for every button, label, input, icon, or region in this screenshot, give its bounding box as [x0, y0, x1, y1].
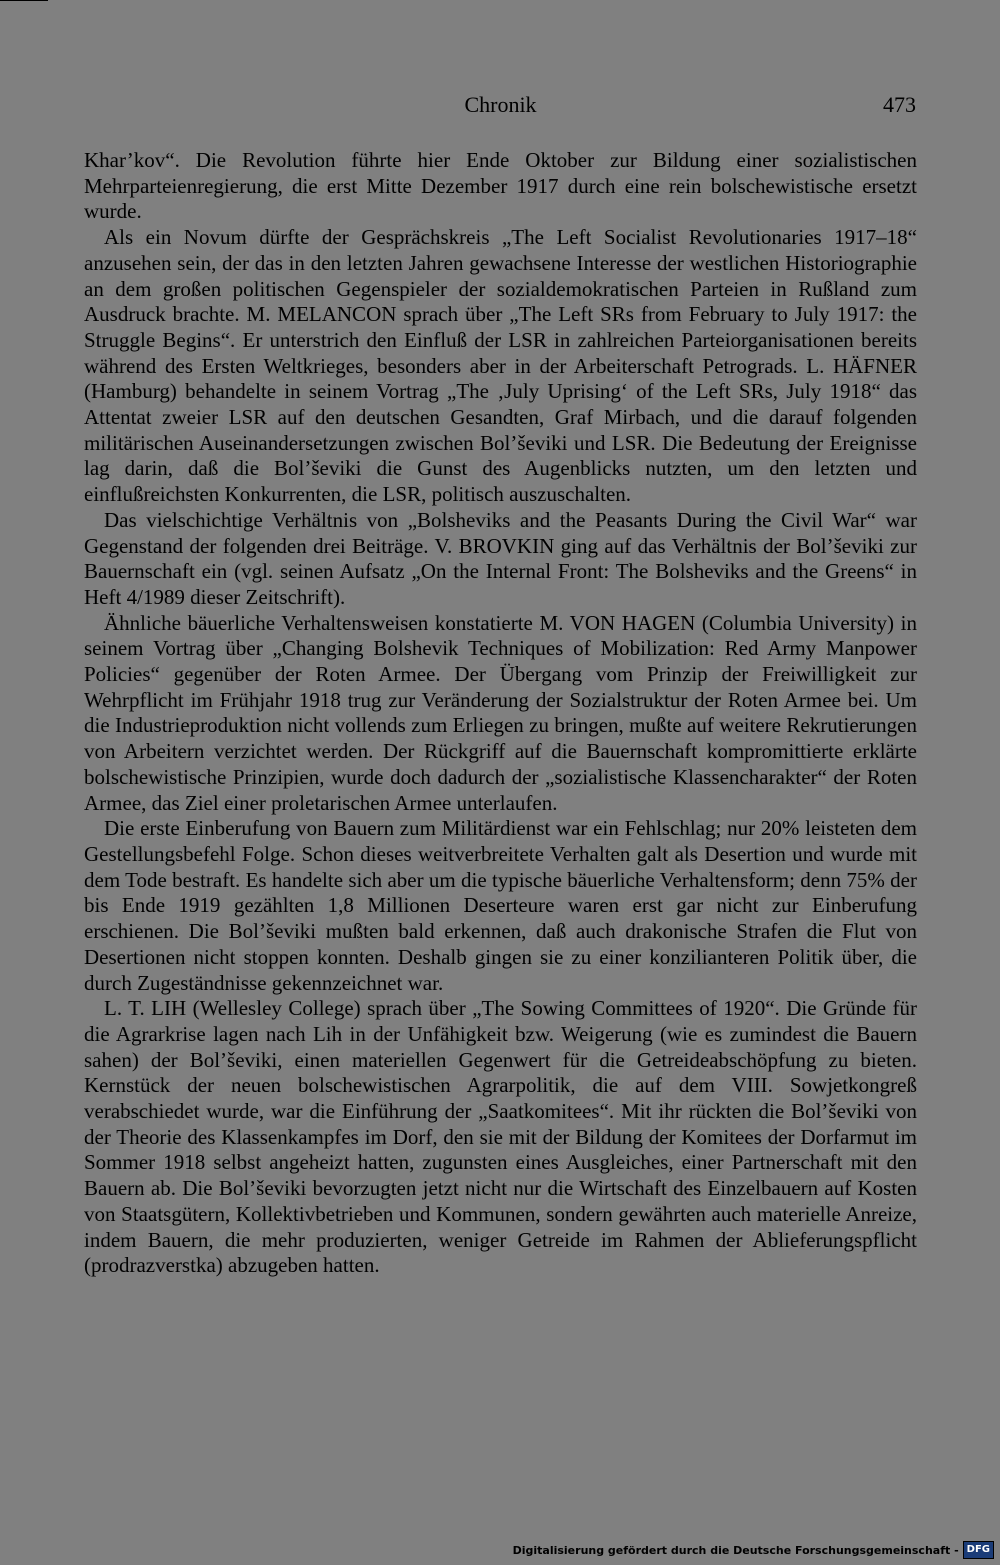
- running-title: Chronik: [464, 92, 537, 117]
- paragraph: Ähnliche bäuerliche Verhaltensweisen konstatierte M. VON HAGEN (Columbia University) in seinem Vortrag über „Changing Bolshevik Techniques of Mobilization: Red Army Manpower Policies“ gegenüber der Roten Armee. Der Übergang vom Prinzip der Freiwilligkeit zur Wehrpflicht im Frühjahr 1918 trug zur Veränderung der Sozialstruktur der Roten Armee bei. Um die Industrieproduktion nicht vollends zum Erliegen zu bringen, mußte auf weitere Rekrutierungen von Arbeitern verzichtet werden. Der Rückgriff auf die Bauernschaft kompromittierte erklärte bolschewistische Prinzipien, wurde doch dadurch der „sozialistische Klassencharakter“ der Roten Armee, das Ziel einer proletarischen Armee unterlaufen.: [84, 610, 917, 815]
- paragraph: Die erste Einberufung von Bauern zum Militärdienst war ein Fehlschlag; nur 20% leisteten dem Gestellungsbefehl Folge. Schon dieses weitverbreitete Verhalten galt als Desertion und wurde mit dem Tode bestraft. Es handelte sich aber um die typische bäuerliche Verhaltensform; denn 75% der bis Ende 1919 gezählten 1,8 Millionen Deserteure waren erst gar nicht zur Einberufung erschienen. Die Bol’ševiki mußten bald erkennen, daß auch drakonische Strafen die Flut von Desertionen nicht stoppen konnten. Deshalb gingen sie zu einer konzilianteren Politik über, die durch Zugeständnisse gekennzeichnet war.: [84, 816, 917, 995]
- digitization-footer: [513, 1541, 994, 1559]
- paragraph: L. T. LIH (Wellesley College) sprach über „The Sowing Committees of 1920“. Die Gründe für die Agrarkrise lagen nach Lih in der Unfähigkeit bzw. Weigerung (wie es zumindest die Bauern sahen) der Bol’ševiki, einen materiellen Gegenwert für die Getreideabschöpfung zu bieten. Kernstück der neuen bolschewistischen Agrarpolitik, die auf dem VIII. Sowjetkongreß verabschiedet wurde, war die Einführung der „Saatkomitees“. Mit ihr rückten die Bol’ševiki von der Theorie des Klassenkampfes im Dorf, den sie mit der Bildung der Komitees der Dorfarmut im Sommer 1918 selbst angeheizt hatten, zugunsten eines Ausgleiches, einer Partnerschaft mit den Bauern ab. Die Bol’ševiki bevorzugten jetzt nicht nur die Wirtschaft des Einzelbauern auf Kosten von Staatsgütern, Kollektivbetrieben und Kommunen, sondern gewährten auch materielle Anreize, indem Bauern, die mehr produzierten, weniger Getreide im Rahmen der Ablieferungspflicht (prodrazverstka) abzugeben hatten.: [84, 996, 917, 1278]
- paragraph: Als ein Novum dürfte der Gesprächskreis „The Left Socialist Revolutionaries 1917–18“ anzusehen sein, der das in den letzten Jahren gewachsene Interesse der westlichen Historiographie an dem großen politischen Gegenspieler der sozialdemokratischen Parteien in Rußland zum Ausdruck brachte. M. MELANCON sprach über „The Left SRs from February to July 1917: the Struggle Begins“. Er unterstrich den Einfluß der LSR in zahlreichen Parteiorganisationen bereits während des Ersten Weltkrieges, besonders aber in der Arbeiterschaft Petrograds. L. HÄFNER (Hamburg) behandelte in seinem Vortrag „The ‚July Uprising‘ of the Left SRs, July 1918“ das Attentat zweier LSR auf den deutschen Gesandten, Graf Mirbach, und die darauf folgenden militärischen Auseinandersetzungen zwischen Bol’ševiki und LSR. Die Bedeutung der Ereignisse lag darin, daß die Bol’ševiki die Gunst des Augenblicks nutzten, um den letzten und einflußreichsten Konkurrenten, die LSR, politisch auszuschalten.: [84, 225, 917, 507]
- article-body: [84, 148, 917, 1279]
- running-header: [85, 92, 916, 124]
- paragraph: Das vielschichtige Verhältnis von „Bolsheviks and the Peasants During the Civil War“ war Gegenstand der folgenden drei Beiträge. V. BROVKIN ging auf das Verhältnis der Bol’ševiki zur Bauernschaft ein (vgl. seinen Aufsatz „On the Internal Front: The Bolsheviks and the Greens“ in Heft 4/1989 dieser Zeitschrift).: [84, 507, 917, 609]
- footer-credit: Digitalisierung gefördert durch die Deutsche Forschungsgemeinschaft -: [512, 1543, 959, 1557]
- page-number: 473: [883, 92, 916, 117]
- paragraph: Khar’kov“. Die Revolution führte hier Ende Oktober zur Bildung einer sozialistischen Mehrparteienregierung, die erst Mitte Dezember 1917 durch eine rein bolschewistische ersetzt wurde.: [84, 148, 917, 224]
- corner-rule: [0, 0, 48, 1]
- dfg-logo-icon: DFG: [963, 1541, 994, 1559]
